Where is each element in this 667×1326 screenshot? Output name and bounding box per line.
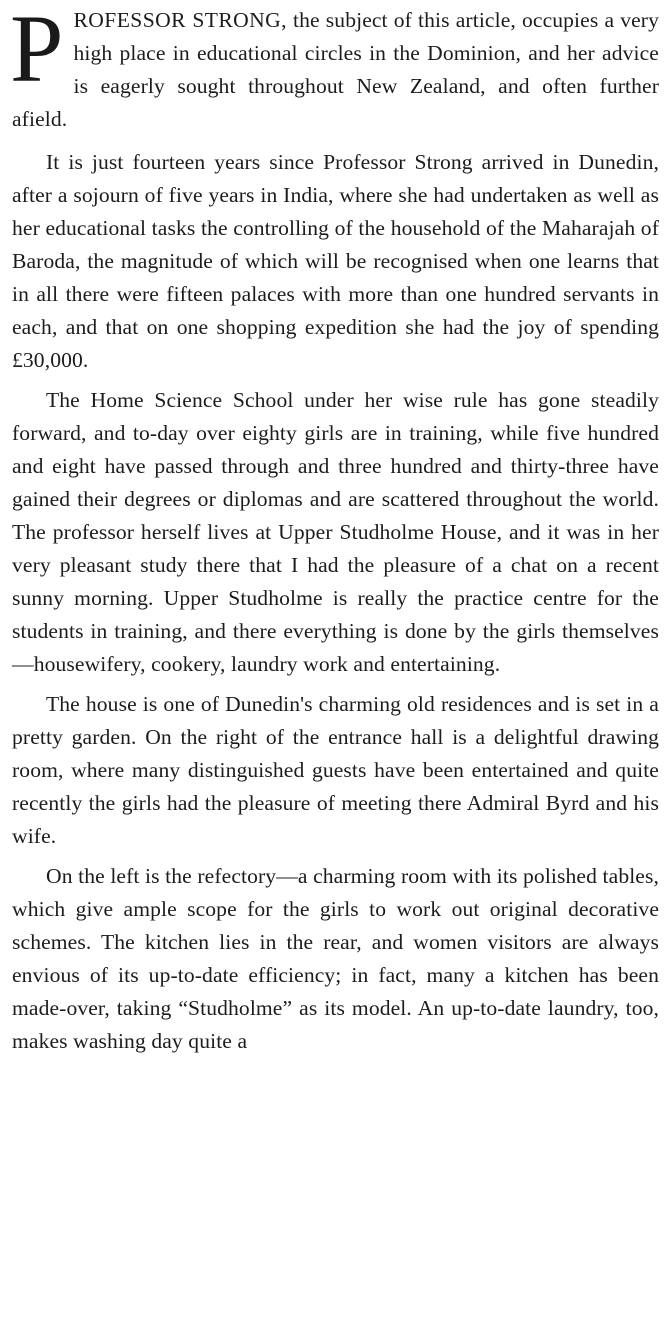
lead-paragraph-text: the subject of this article, occupies a very high place in educational circles in the Dominion, and her advice is eagerly sought throughout New Zealand, and often further afield. xyxy=(12,8,659,131)
article-body xyxy=(10,0,659,1065)
paragraph-refectory: On the left is the refectory—a charming room with its polished tables, which give ample scope for the girls to work out original decorative schemes. The kitchen lies in the rear, and women visitors are always envious of its up-to-date efficiency; in fact, many a kitchen has been made-over, taking “Studholme” as its model. An up-to-date laundry, too, makes washing day quite a xyxy=(12,864,659,1053)
lead-caps-text: ROFESSOR STRONG, xyxy=(73,8,287,32)
paragraph-home-science-school: The Home Science School under her wise rule has gone steadily forward, and to-day over eighty girls are in training, while five hundred and eight have passed through and three hundred and thirty-three have gained their degrees or diplomas and are scattered throughout the world. The professor herself lives at Upper Studholme House, and it was in her very pleasant study there that I had the pleasure of a chat on a recent sunny morning. Upper Studholme is really the practice centre for the students in training, and there everything is done by the girls themselves—housewifery, cookery, laundry work and entertaining. xyxy=(12,388,659,676)
drop-cap-letter: P xyxy=(10,0,64,102)
lead-paragraph xyxy=(10,0,659,136)
paragraph-india: It is just fourteen years since Professor Strong arrived in Dunedin, after a sojourn of five years in India, where she had undertaken as well as her educational tasks the controlling of the household of the Maharajah of Baroda, the magnitude of which will be recognised when one learns that in all there were fifteen palaces with more than one hundred servants in each, and that on one shopping expedition she had the joy of spending £30,000. xyxy=(12,150,659,372)
paragraph-house: The house is one of Dunedin's charming old residences and is set in a pretty garden. On the right of the entrance hall is a delightful drawing room, where many distinguished guests have been entertained and quite recently the girls had the pleasure of meeting there Admiral Byrd and his wife. xyxy=(12,692,659,848)
